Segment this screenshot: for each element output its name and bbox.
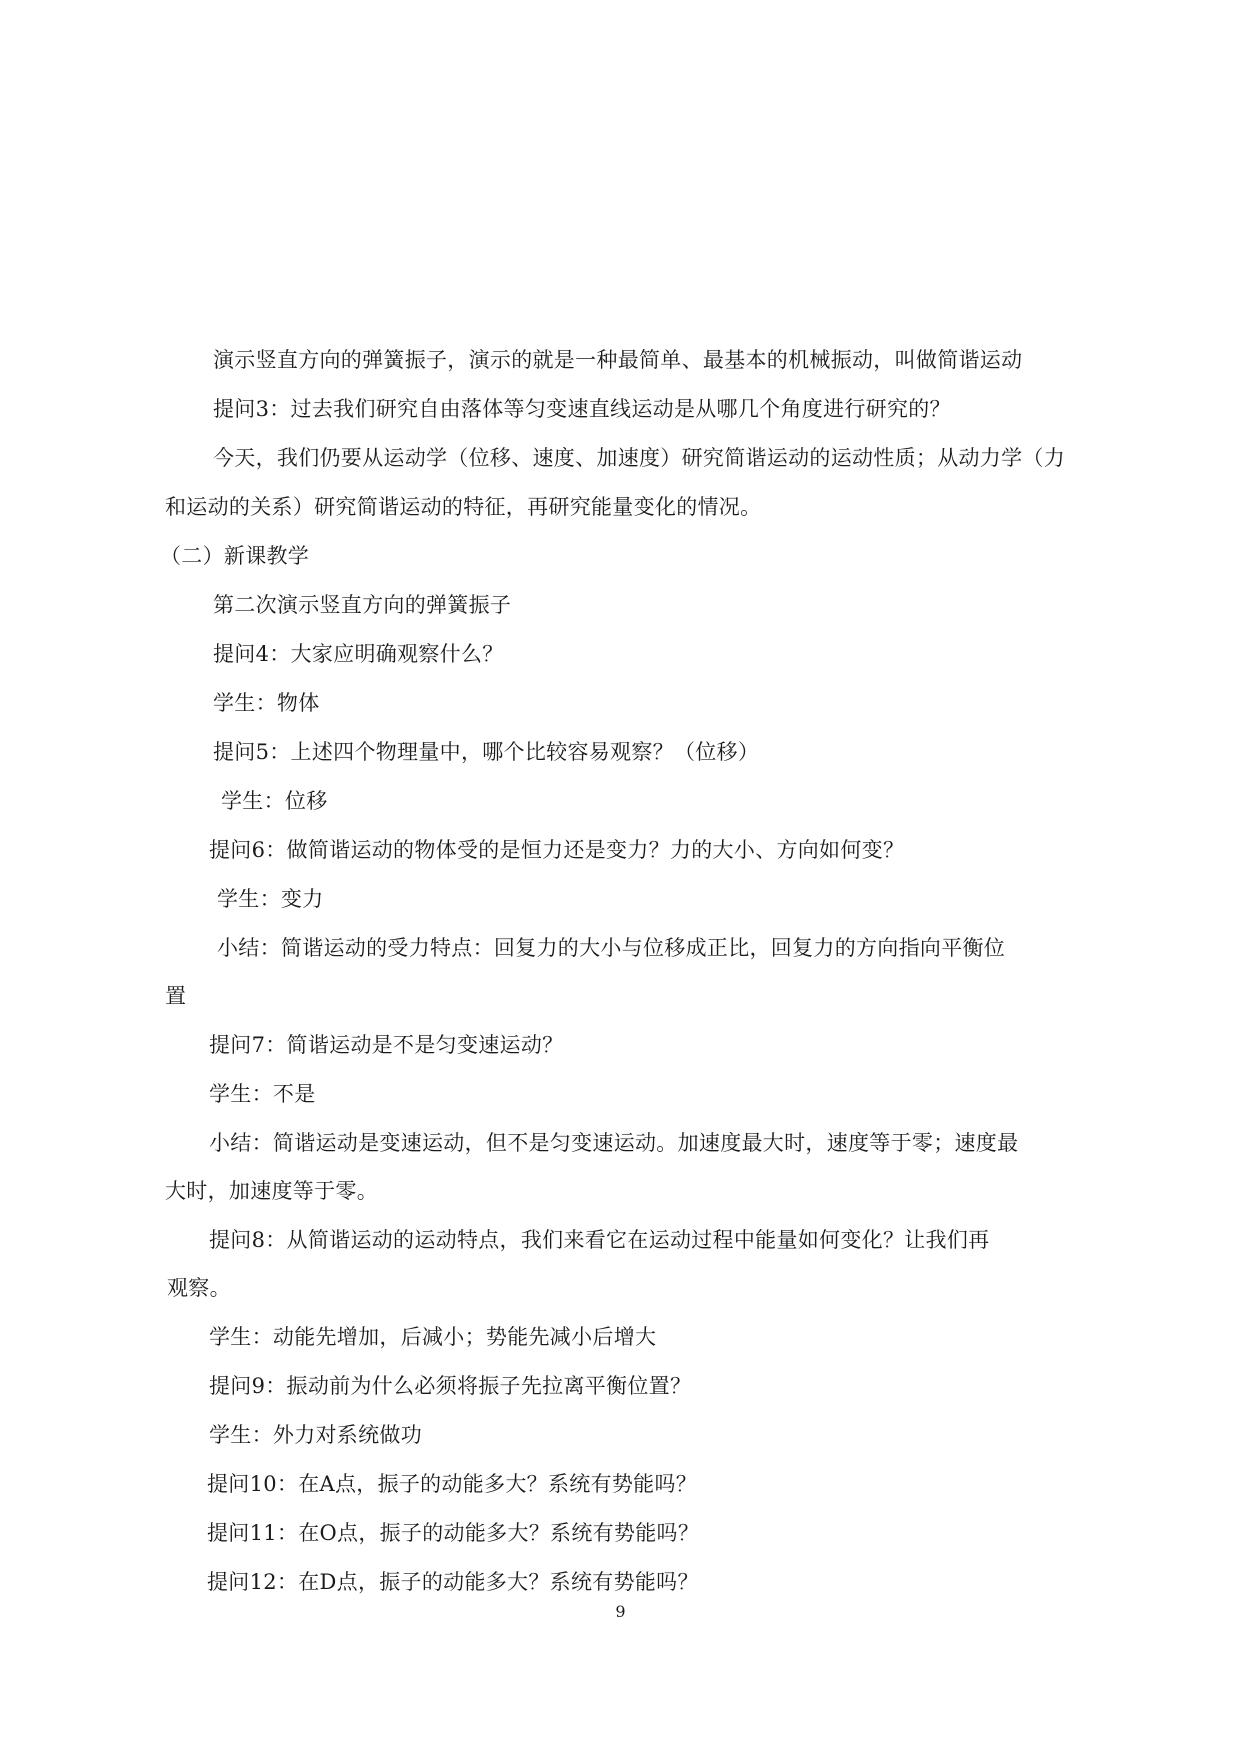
paragraph-line: 小结：简谐运动的受力特点：回复力的大小与位移成正比，回复力的方向指向平衡位 xyxy=(217,936,1006,960)
paragraph-line: 学生：动能先增加，后减小；势能先减小后增大 xyxy=(209,1325,657,1349)
paragraph-line: 提问7：简谐运动是不是匀变速运动？ xyxy=(209,1033,564,1057)
paragraph-line: 和运动的关系）研究简谐运动的特征，再研究能量变化的情况。 xyxy=(165,495,762,519)
paragraph-line: 提问5：上述四个物理量中，哪个比较容易观察？（位移） xyxy=(213,740,760,764)
paragraph-line: 提问12：在D点，振子的动能多大？系统有势能吗？ xyxy=(207,1570,699,1594)
paragraph-line: 学生：不是 xyxy=(209,1082,316,1106)
paragraph-line: 置 xyxy=(165,984,187,1008)
paragraph-line: 学生：变力 xyxy=(217,887,324,911)
paragraph-line: 学生：物体 xyxy=(213,691,320,715)
paragraph-line: 小结：简谐运动是变速运动，但不是匀变速运动。加速度最大时，速度等于零；速度最 xyxy=(209,1131,1019,1155)
paragraph-line: 提问4：大家应明确观察什么？ xyxy=(213,642,504,666)
paragraph-line: 观察。 xyxy=(167,1276,231,1300)
page-number: 9 xyxy=(615,1602,626,1621)
paragraph-line: 学生：外力对系统做功 xyxy=(209,1423,422,1447)
paragraph-line: 提问9：振动前为什么必须将振子先拉离平衡位置？ xyxy=(209,1374,692,1398)
paragraph-line: 提问3：过去我们研究自由落体等匀变速直线运动是从哪几个角度进行研究的？ xyxy=(213,397,951,421)
paragraph-line: 学生：位移 xyxy=(221,789,328,813)
paragraph-line: 第二次演示竖直方向的弹簧振子 xyxy=(213,593,512,617)
paragraph-line: 提问10：在A点，振子的动能多大？系统有势能吗？ xyxy=(207,1472,698,1496)
paragraph-line: 提问8：从简谐运动的运动特点，我们来看它在运动过程中能量如何变化？让我们再 xyxy=(209,1228,990,1252)
section-heading: （二）新课教学 xyxy=(160,544,310,568)
paragraph-line: 今天，我们仍要从运动学（位移、速度、加速度）研究简谐运动的运动性质；从动力学（力 xyxy=(213,446,1065,470)
paragraph-line: 提问6：做简谐运动的物体受的是恒力还是变力？力的大小、方向如何变？ xyxy=(209,838,905,862)
paragraph-line: 大时，加速度等于零。 xyxy=(165,1179,378,1203)
paragraph-line: 提问11：在O点，振子的动能多大？系统有势能吗？ xyxy=(207,1521,700,1545)
paragraph-line: 演示竖直方向的弹簧振子，演示的就是一种最简单、最基本的机械振动，叫做简谐运动 xyxy=(213,348,1023,372)
